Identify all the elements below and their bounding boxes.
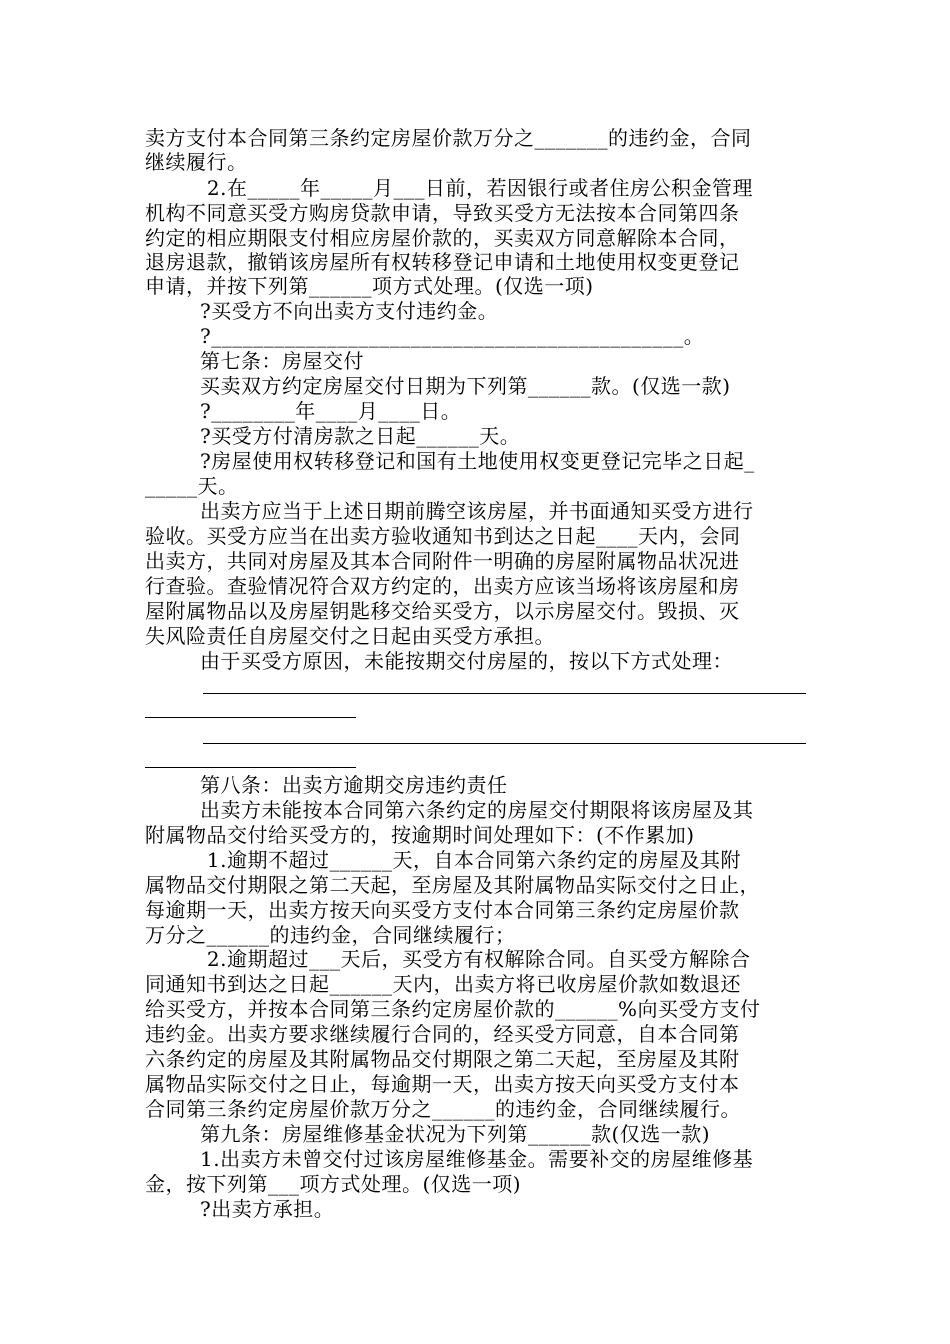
text-line: 属物品交付期限之第二天起，至房屋及其附属物品实际交付之日止， bbox=[145, 873, 760, 897]
text-line: 卖方支付本合同第三条约定房屋价款万分之_______的违约金，合同 bbox=[145, 126, 752, 150]
text-line: 验收。买受方应当在出卖方验收通知书到达之日起____天内，会同 bbox=[145, 524, 741, 548]
text-line: 同通知书到达之日起______天内，出卖方将已收房屋价款如数退还 bbox=[145, 972, 741, 996]
text-line: 合同第三条约定房屋价款万分之______的违约金，合同继续履行。 bbox=[145, 1097, 741, 1121]
text-line: 违约金。出卖方要求继续履行合同的，经买受方同意，自本合同第 bbox=[145, 1022, 740, 1046]
text-line: 每逾期一天，出卖方按天向买受方支付本合同第三条约定房屋价款 bbox=[145, 898, 740, 922]
section-heading: 第九条：房屋维修基金状况为下列第______款(仅选一款) bbox=[200, 1122, 711, 1146]
text-line: 出卖方，共同对房屋及其本合同附件一明确的房屋附属物品状况进 bbox=[145, 549, 740, 573]
text-line: ?房屋使用权转移登记和国有土地使用权变更登记完毕之日起_ bbox=[200, 449, 755, 473]
text-line: 约定的相应期限支付相应房屋价款的，买卖双方同意解除本合同， bbox=[145, 226, 740, 250]
text-line: 失风险责任自房屋交付之日起由买受方承担。 bbox=[145, 624, 555, 648]
text-line: ?出卖方承担。 bbox=[200, 1197, 335, 1221]
text-line: ?买受方付清房款之日起______天。 bbox=[200, 424, 521, 448]
text-line: 2.在_____年_____月___日前，若因银行或者住房公积金管理 bbox=[200, 176, 753, 200]
text-line: 申请，并按下列第______项方式处理。(仅选一项) bbox=[145, 274, 594, 298]
blank-rule bbox=[145, 767, 356, 768]
text-line: 给买受方，并按本合同第三条约定房屋价款的______%向买受方支付 bbox=[145, 997, 761, 1021]
text-line: ?买受方不向出卖方支付违约金。 bbox=[200, 299, 499, 323]
text-line: 2.逾期超过___天后，买受方有权解除合同。自买受方解除合 bbox=[200, 947, 751, 971]
text-line: ?________年____月____日。 bbox=[200, 399, 462, 423]
text-line: 1.出卖方未曾交付过该房屋维修基金。需要补交的房屋维修基 bbox=[200, 1147, 754, 1171]
text-line: 买卖双方约定房屋交付日期为下列第______款。(仅选一款) bbox=[200, 374, 731, 398]
text-line: 出卖方未能按本合同第六条约定的房屋交付期限将该房屋及其 bbox=[200, 798, 754, 822]
text-line: 行查验。查验情况符合双方约定的，出卖方应该当场将该房屋和房 bbox=[145, 574, 740, 598]
text-line: _____天。 bbox=[145, 474, 239, 498]
text-line: 机构不同意买受方购房贷款申请，导致买受方无法按本合同第四条 bbox=[145, 201, 740, 225]
text-line: 六条约定的房屋及其附属物品交付期限之第二天起，至房屋及其附 bbox=[145, 1047, 740, 1071]
text-line: 附属物品交付给买受方的，按逾期时间处理如下：(不作累加) bbox=[145, 823, 695, 847]
text-line: 1.逾期不超过______天，自本合同第六条约定的房屋及其附 bbox=[200, 848, 741, 872]
blank-rule bbox=[203, 743, 806, 744]
section-heading: 第八条：出卖方逾期交房违约责任 bbox=[200, 773, 508, 797]
text-line: 金，按下列第___项方式处理。(仅选一项) bbox=[145, 1172, 522, 1196]
blank-rule bbox=[203, 693, 806, 694]
section-heading: 第七条：房屋交付 bbox=[200, 349, 364, 373]
text-line: 属物品实际交付之日止，每逾期一天，出卖方按天向买受方支付本 bbox=[145, 1072, 740, 1096]
text-line: 屋附属物品以及房屋钥匙移交给买受方，以示房屋交付。毁损、灭 bbox=[145, 599, 740, 623]
text-line: 继续履行。 bbox=[145, 150, 248, 174]
blank-rule bbox=[145, 717, 356, 718]
text-line: 万分之______的违约金，合同继续履行； bbox=[145, 923, 516, 947]
text-line: 出卖方应当于上述日期前腾空该房屋，并书面通知买受方进行 bbox=[200, 499, 754, 523]
text-line: 退房退款，撤销该房屋所有权转移登记申请和土地使用权变更登记 bbox=[145, 250, 740, 274]
text-line: 由于买受方原因，未能按期交付房屋的，按以下方式处理： bbox=[200, 649, 733, 673]
text-line: ?_____________________________________________。 bbox=[200, 324, 705, 348]
